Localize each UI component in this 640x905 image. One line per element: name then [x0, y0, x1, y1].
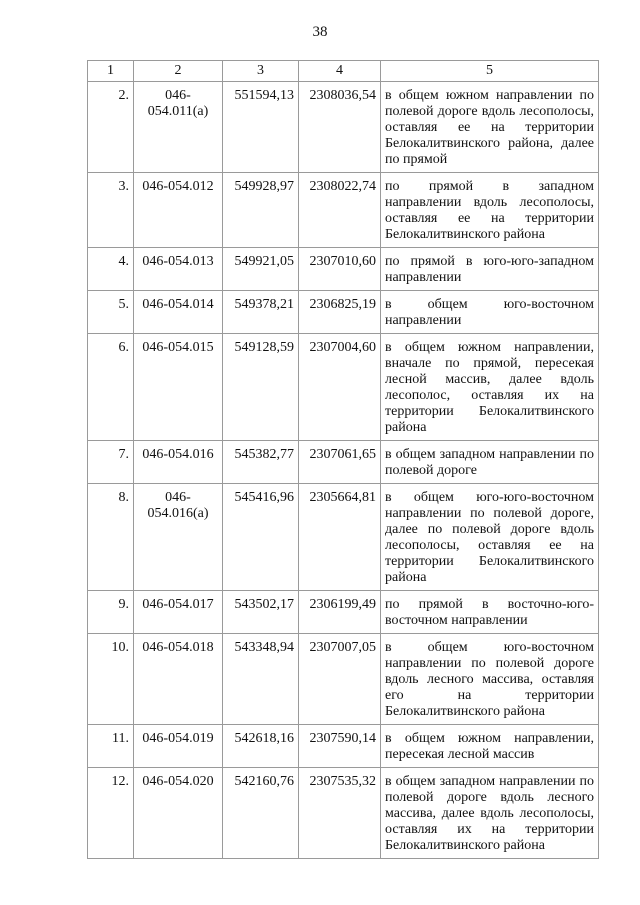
point-code-cell: 046-054.017	[134, 591, 223, 634]
point-code-cell: 046-054.018	[134, 634, 223, 725]
description-cell: в общем южном направлении по полевой дороге вдоль лесополосы, оставляя ее на территории Белокалитвинского района, далее по прямой	[381, 82, 599, 173]
table-row	[88, 441, 599, 484]
point-code-cell: 046-054.011(а)	[134, 82, 223, 173]
row-number-cell: 2.	[88, 82, 134, 173]
point-code-cell: 046-054.016	[134, 441, 223, 484]
description-cell: в общем юго-восточном направлении по полевой дороге вдоль лесного массива, оставляя его на территории Белокалитвинского района	[381, 634, 599, 725]
table-body	[88, 82, 599, 859]
boundary-points-table	[87, 60, 599, 859]
row-number-cell: 9.	[88, 591, 134, 634]
point-code-cell: 046-054.015	[134, 334, 223, 441]
coordinate-y-cell: 2307007,05	[299, 634, 381, 725]
page-number: 38	[312, 24, 328, 40]
point-code-cell: 046-054.019	[134, 725, 223, 768]
description-cell: в общем южном направлении, вначале по прямой, пересекая лесной массив, далее вдоль лесополос, оставляя их на территории Белокалитвинского района	[381, 334, 599, 441]
description-cell: в общем юго-восточном направлении	[381, 291, 599, 334]
coordinate-x-cell: 545382,77	[223, 441, 299, 484]
header-col-2: 2	[134, 61, 223, 82]
table-row	[88, 725, 599, 768]
coordinate-x-cell: 549921,05	[223, 248, 299, 291]
table-row	[88, 291, 599, 334]
header-col-3: 3	[223, 61, 299, 82]
coordinate-x-cell: 542618,16	[223, 725, 299, 768]
point-code-cell: 046-054.020	[134, 768, 223, 859]
row-number-cell: 8.	[88, 484, 134, 591]
description-cell: в общем западном направлении по полевой дороге	[381, 441, 599, 484]
coordinate-y-cell: 2307004,60	[299, 334, 381, 441]
table-header-row	[88, 61, 599, 82]
point-code-cell: 046-054.016(а)	[134, 484, 223, 591]
description-cell: по прямой в юго-юго-западном направлении	[381, 248, 599, 291]
table-row	[88, 248, 599, 291]
table-row	[88, 82, 599, 173]
header-col-1: 1	[88, 61, 134, 82]
row-number-cell: 11.	[88, 725, 134, 768]
table-row	[88, 768, 599, 859]
coordinate-y-cell: 2305664,81	[299, 484, 381, 591]
table-row	[88, 173, 599, 248]
coordinate-y-cell: 2307590,14	[299, 725, 381, 768]
description-cell: в общем южном направлении, пересекая лесной массив	[381, 725, 599, 768]
description-cell: в общем юго-юго-восточном направлении по полевой дороге, далее по полевой дороге вдоль лесополосы, оставляя ее на территории Белокалитвинского района	[381, 484, 599, 591]
coordinate-x-cell: 542160,76	[223, 768, 299, 859]
header-col-4: 4	[299, 61, 381, 82]
coordinate-y-cell: 2307535,32	[299, 768, 381, 859]
table-row	[88, 634, 599, 725]
row-number-cell: 5.	[88, 291, 134, 334]
row-number-cell: 6.	[88, 334, 134, 441]
coordinate-x-cell: 545416,96	[223, 484, 299, 591]
coordinate-x-cell: 543348,94	[223, 634, 299, 725]
description-cell: по прямой в западном направлении вдоль лесополосы, оставляя ее на территории Белокалитвинского района	[381, 173, 599, 248]
coordinate-x-cell: 549128,59	[223, 334, 299, 441]
coordinate-y-cell: 2306199,49	[299, 591, 381, 634]
row-number-cell: 10.	[88, 634, 134, 725]
coordinate-x-cell: 549378,21	[223, 291, 299, 334]
table-row	[88, 484, 599, 591]
description-cell: по прямой в восточно-юго-восточном направлении	[381, 591, 599, 634]
coordinate-y-cell: 2308036,54	[299, 82, 381, 173]
coordinate-x-cell: 543502,17	[223, 591, 299, 634]
description-cell: в общем западном направлении по полевой дороге вдоль лесного массива, далее вдоль лесополосы, оставляя их на территории Белокалитвинского района	[381, 768, 599, 859]
point-code-cell: 046-054.014	[134, 291, 223, 334]
row-number-cell: 3.	[88, 173, 134, 248]
header-col-5: 5	[381, 61, 599, 82]
coordinate-y-cell: 2308022,74	[299, 173, 381, 248]
coordinate-y-cell: 2307061,65	[299, 441, 381, 484]
coordinate-y-cell: 2307010,60	[299, 248, 381, 291]
coordinate-x-cell: 549928,97	[223, 173, 299, 248]
row-number-cell: 12.	[88, 768, 134, 859]
coordinate-x-cell: 551594,13	[223, 82, 299, 173]
coordinate-y-cell: 2306825,19	[299, 291, 381, 334]
row-number-cell: 4.	[88, 248, 134, 291]
point-code-cell: 046-054.012	[134, 173, 223, 248]
row-number-cell: 7.	[88, 441, 134, 484]
table-row	[88, 591, 599, 634]
point-code-cell: 046-054.013	[134, 248, 223, 291]
table-row	[88, 334, 599, 441]
